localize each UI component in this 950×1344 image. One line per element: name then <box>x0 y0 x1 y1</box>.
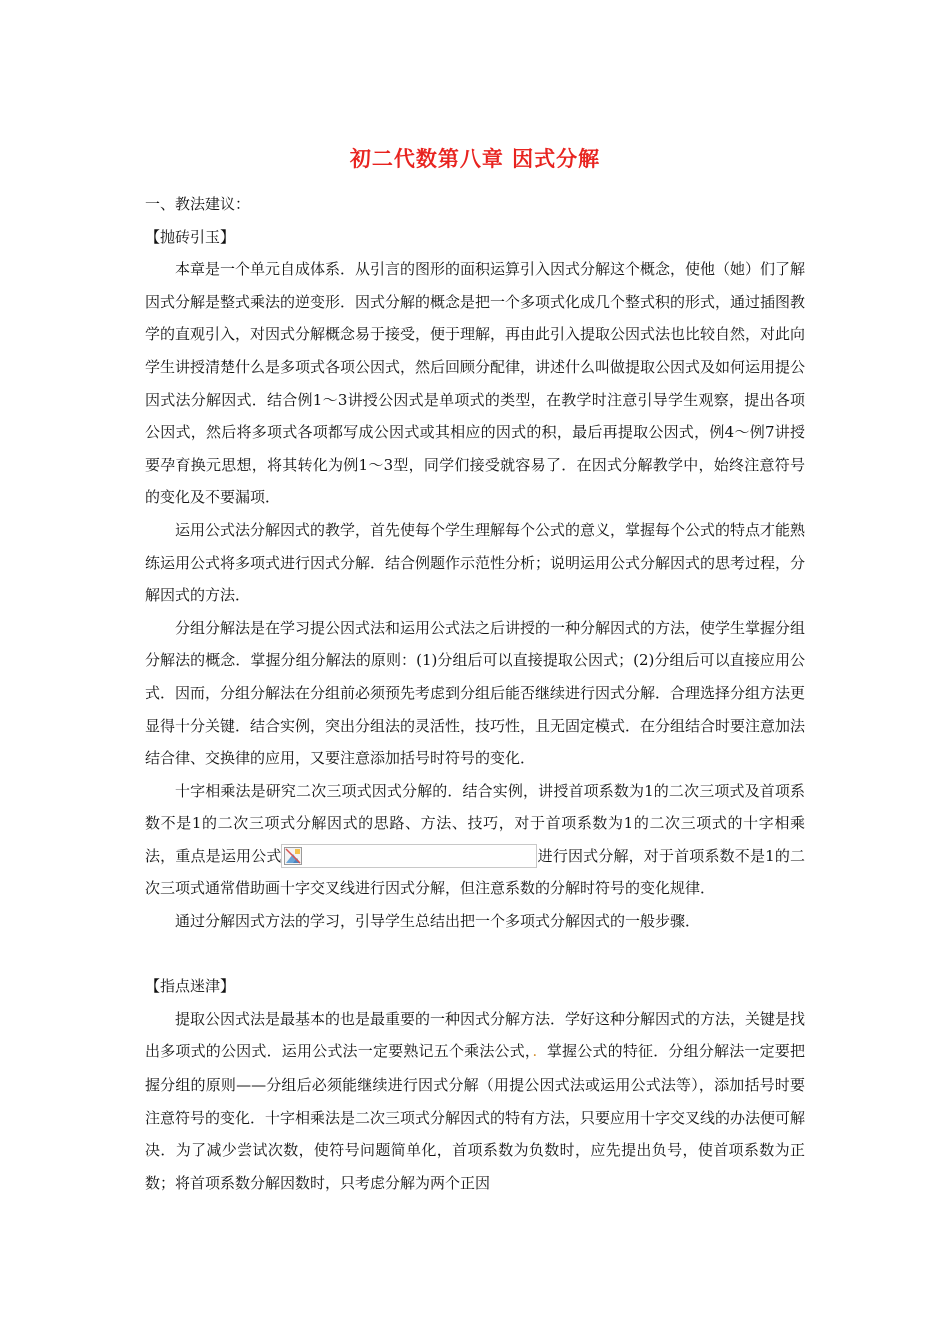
section-heading: 一、教法建议： <box>145 195 251 213</box>
paragraph-4-text-before: 十字相乘法是研究二次三项式因式分解的．结合实例，讲授首项系数为1的二次三项式及首项系数不是1的二次三项式分解因式的思路、方法、技巧，对于首项系数为1的二次三项式的十字相乘法，重点是运用公式 <box>145 781 805 865</box>
subsection-heading-paozhuan: 【抛砖引玉】 <box>145 227 236 246</box>
paragraph-6 <box>145 1003 805 1200</box>
orange-dot-mark: ． <box>532 1044 547 1061</box>
paragraph-3: 分组分解法是在学习提公因式法和运用公式法之后讲授的一种分解因式的方法，使学生掌握分组分解法的概念．掌握分组分解法的原则：(1)分组后可以直接提取公因式；(2)分组后可以直接应用公式．因而，分组分解法在分组前必须预先考虑到分组后能否继续进行因式分解．合理选择分组方法更显得十分关键．结合实例，突出分组法的灵活性，技巧性，且无固定模式．在分组结合时要注意加法结合律、交换律的应用，又要注意添加括号时符号的变化． <box>145 618 806 768</box>
formula-image-placeholder <box>281 844 537 868</box>
paragraph-1: 本章是一个单元自成体系．从引言的图形的面积运算引入因式分解这个概念，使他（她）们了解因式分解是整式乘法的逆变形．因式分解的概念是把一个多项式化成几个整式积的形式，通过插图教学的直观引入，对因式分解概念易于接受，便于理解，再由此引入提取公因式法也比较自然，对此向学生讲授清楚什么是多项式各项公因式，然后回顾分配律，讲述什么叫做提取公因式及如何运用提公因式法分解因式．结合例1～3讲授公因式是单项式的类型，在教学时注意引导学生观察，提出各项公因式，然后将多项式各项都写成公因式或其相应的因式的积，最后再提取公因式，例4～例7讲授要孕育换元思想，将其转化为例1～3型，同学们接受就容易了．在因式分解教学中，始终注意符号的变化及不要漏项． <box>145 260 806 507</box>
paragraph-6-text-before: 提取公因式法是最基本的也是最重要的一种因式分解方法．学好这种分解因式的方法，关键是找出多项式的公因式．运用公式法一定要熟记五个乘法公式， <box>145 1009 806 1061</box>
subsection-heading-zhidian: 【指点迷津】 <box>145 977 236 996</box>
blank-line <box>145 938 805 971</box>
broken-image-icon <box>284 847 302 865</box>
document-body <box>145 188 805 1199</box>
paragraph-4-text-after: 进行因式分解，对于首项系数不是1的二次三项式通常借助画十字交叉线进行因式分解，但注意系数的分解时符号的变化规律． <box>145 846 805 898</box>
paragraph-6-text-after: 掌握公式的特征．分组分解法一定要把握分组的原则——分组后必须能继续进行因式分解（用提公因式法或运用公式法等），添加括号时要注意符号的变化．十字相乘法是二次三项式分解因式的特有方法，只要应用十字交叉线的办法便可解决．为了减少尝试次数，使符号问题简单化，首项系数为负数时，应先提出负号，使首项系数为正数；将首项系数分解因数时，只考虑分解为两个正因 <box>145 1042 806 1192</box>
paragraph-4 <box>145 775 805 905</box>
paragraph-2: 运用公式法分解因式的教学，首先使每个学生理解每个公式的意义，掌握每个公式的特点才能熟练运用公式将多项式进行因式分解．结合例题作示范性分析；说明运用公式分解因式的思考过程，分解因式的方法． <box>145 520 806 605</box>
paragraph-5: 通过分解因式方法的学习，引导学生总结出把一个多项式分解因式的一般步骤． <box>175 912 701 931</box>
document-title: 初二代数第八章 因式分解 <box>349 147 601 171</box>
